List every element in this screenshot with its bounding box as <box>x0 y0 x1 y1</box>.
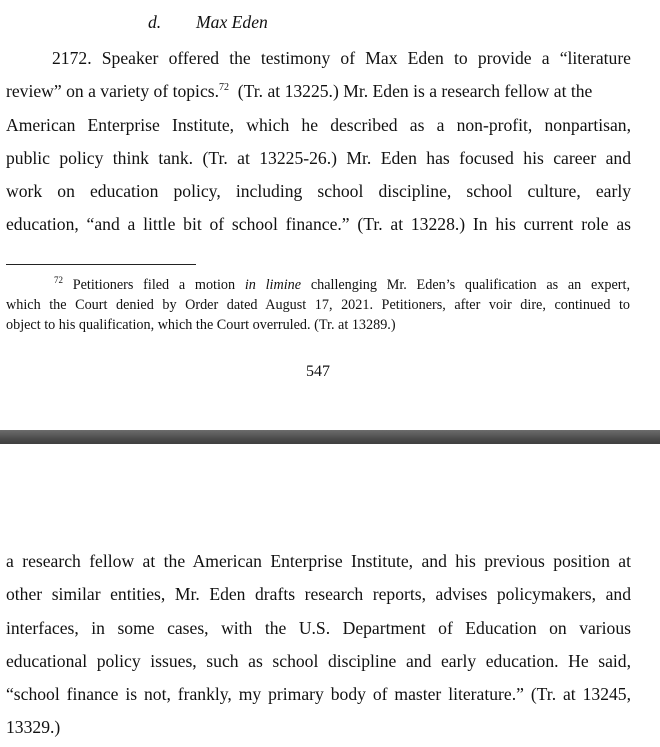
paragraph-line: “school finance is not, frankly, my primary body of master literature.” (Tr. at 13245, <box>6 684 631 704</box>
paragraph-line: interfaces, in some cases, with the U.S. Department of Education on various <box>6 618 631 638</box>
footnote-line: object to his qualification, which the Court overruled. (Tr. at 13289.) <box>6 317 396 333</box>
paragraph-line: a research fellow at the American Enterprise Institute, and his previous position at <box>6 551 631 571</box>
paragraph-line <box>6 80 631 102</box>
footnote-emphasis: in limine <box>244 277 302 293</box>
document-page <box>0 444 660 747</box>
page-number: 547 <box>306 363 330 380</box>
section-title: Max Eden <box>196 12 268 32</box>
paragraph-line: education, “and a little bit of school finance.” (Tr. at 13228.) In his current role as <box>6 214 631 234</box>
section-letter: d. <box>148 12 162 32</box>
footnote-text: challenging Mr. Eden’s qualification as an expert, <box>310 277 631 293</box>
footnote-divider <box>6 264 196 265</box>
page-divider <box>0 430 660 444</box>
paragraph-line: public policy think tank. (Tr. at 13225-26.) Mr. Eden has focused his career and <box>6 148 631 168</box>
footnote-number: 72 <box>54 275 63 285</box>
paragraph-line: 13329.) <box>6 717 61 737</box>
footnote-text: Petitioners filed a motion <box>72 277 236 293</box>
paragraph-line: American Enterprise Institute, which he described as a non-profit, nonpartisan, <box>6 115 631 135</box>
footnote-line <box>54 275 630 295</box>
section-heading <box>148 11 268 33</box>
paragraph-line: 2172. Speaker offered the testimony of Max Eden to provide a “literature <box>52 48 631 68</box>
paragraph-line: educational policy issues, such as school discipline and early education. He said, <box>6 651 631 671</box>
paragraph-line: work on education policy, including school discipline, school culture, early <box>6 181 631 201</box>
paragraph-line: other similar entities, Mr. Eden drafts research reports, advises policymakers, and <box>6 584 631 604</box>
paragraph-text: review” on a variety of topics. <box>6 81 219 101</box>
footnote-reference[interactable]: 72 <box>219 82 229 93</box>
paragraph-text: (Tr. at 13225.) Mr. Eden is a research fellow at the <box>237 81 593 101</box>
footnote-line: which the Court denied by Order dated August 17, 2021. Petitioners, after voir dire, continued to <box>6 297 630 313</box>
